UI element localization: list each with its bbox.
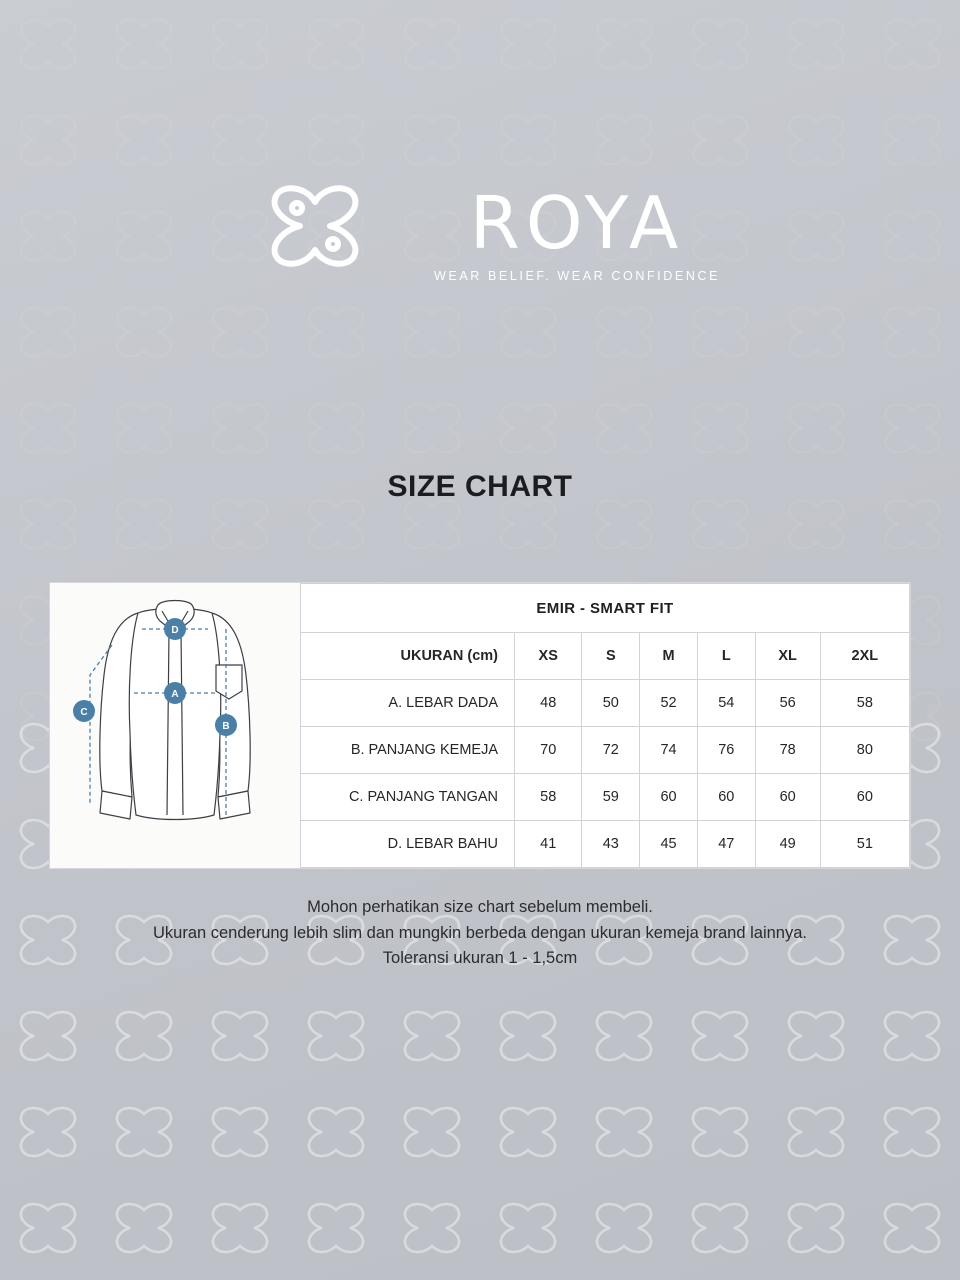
cell-value: 51 <box>820 821 909 868</box>
cell-value: 41 <box>515 821 582 868</box>
cell-value: 45 <box>640 821 698 868</box>
table-row <box>301 821 910 868</box>
size-header-m: M <box>640 633 698 680</box>
shirt-illustration <box>50 583 300 868</box>
note-line: Ukuran cenderung lebih slim dan mungkin berbeda dengan ukuran kemeja brand lainnya. <box>152 923 807 942</box>
cell-value: 47 <box>697 821 755 868</box>
size-table <box>300 583 910 868</box>
cell-value: 60 <box>697 774 755 821</box>
cell-value: 54 <box>697 680 755 727</box>
table-row <box>301 680 910 727</box>
note-line: Toleransi ukuran 1 - 1,5cm <box>382 949 578 968</box>
row-label: C. PANJANG TANGAN <box>301 774 515 821</box>
table-row <box>301 774 910 821</box>
size-header-xl: XL <box>755 633 820 680</box>
cell-value: 76 <box>697 727 755 774</box>
table-row <box>301 727 910 774</box>
table-title-row <box>301 584 910 633</box>
cell-value: 60 <box>820 774 909 821</box>
cell-value: 52 <box>640 680 698 727</box>
cell-value: 78 <box>755 727 820 774</box>
svg-text:B: B <box>222 721 230 732</box>
svg-text:C: C <box>80 707 88 718</box>
cell-value: 43 <box>582 821 640 868</box>
note-line: Mohon perhatikan size chart sebelum membeli. <box>307 898 653 916</box>
cell-value: 70 <box>515 727 582 774</box>
four-petal-diamond-logo-icon <box>240 160 390 310</box>
size-header-xs: XS <box>515 633 582 680</box>
cell-value: 58 <box>515 774 582 821</box>
long-sleeve-shirt-diagram-icon <box>50 583 300 855</box>
unit-header: UKURAN (cm) <box>301 633 515 680</box>
cell-value: 72 <box>582 727 640 774</box>
fit-title: EMIR - SMART FIT <box>301 584 910 633</box>
page-title: SIZE CHART <box>387 470 573 503</box>
cell-value: 48 <box>515 680 582 727</box>
cell-value: 50 <box>582 680 640 727</box>
brand-tagline: WEAR BELIEF. WEAR CONFIDENCE <box>433 269 721 283</box>
row-label: D. LEBAR BAHU <box>301 821 515 868</box>
svg-text:A: A <box>171 689 179 700</box>
cell-value: 60 <box>640 774 698 821</box>
size-header-l: L <box>697 633 755 680</box>
brand-name: ROYA <box>469 181 685 265</box>
size-header-2xl: 2XL <box>820 633 909 680</box>
cell-value: 49 <box>755 821 820 868</box>
table-header-row <box>301 633 910 680</box>
cell-value: 59 <box>582 774 640 821</box>
cell-value: 60 <box>755 774 820 821</box>
size-table-wrap <box>300 583 910 868</box>
cell-value: 74 <box>640 727 698 774</box>
cell-value: 58 <box>820 680 909 727</box>
size-chart-block <box>50 583 910 868</box>
row-label: A. LEBAR DADA <box>301 680 515 727</box>
size-header-s: S <box>582 633 640 680</box>
cell-value: 80 <box>820 727 909 774</box>
notes-block <box>0 895 960 972</box>
brand-logo <box>0 160 960 310</box>
cell-value: 56 <box>755 680 820 727</box>
svg-text:D: D <box>171 625 179 636</box>
row-label: B. PANJANG KEMEJA <box>301 727 515 774</box>
